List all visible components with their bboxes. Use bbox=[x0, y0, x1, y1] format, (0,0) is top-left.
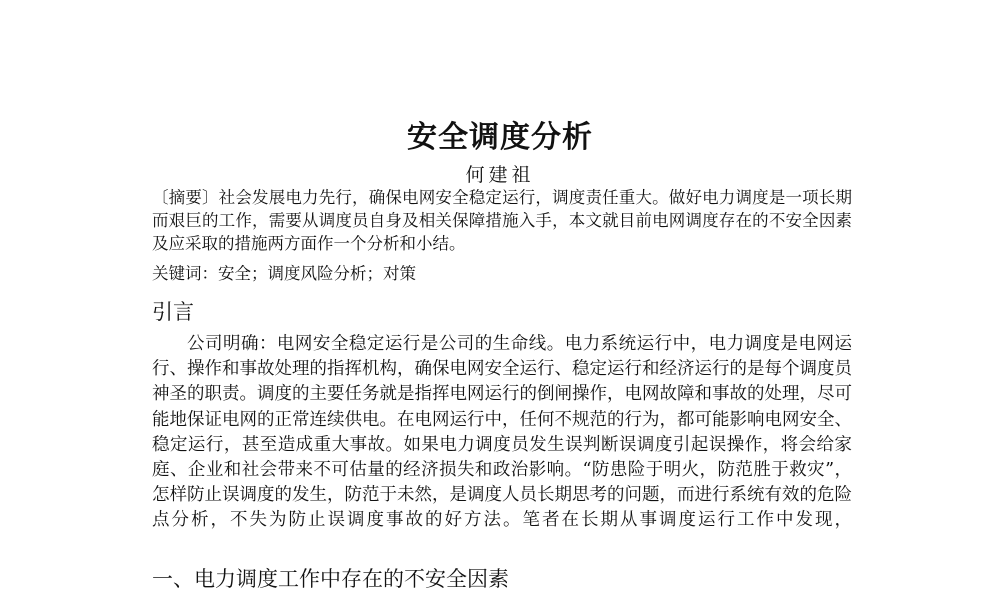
abstract-paragraph: 〔摘要〕社会发展电力先行，确保电网安全稳定运行，调度责任重大。做好电力调度是一项长期而艰巨的工作，需要从调度员自身及相关保障措施入手，本文就目前电网调度存在的不安全因素及应采取的措施两方面作一个分析和小结。 bbox=[152, 188, 852, 253]
section-heading-intro: 引言 bbox=[152, 300, 194, 324]
section-heading-1: 一、电力调度工作中存在的不安全因素 bbox=[152, 567, 509, 591]
keywords-line: 关键词：安全；调度风险分析；对策 bbox=[152, 264, 416, 283]
intro-paragraph: 公司明确：电网安全稳定运行是公司的生命线。电力系统运行中，电力调度是电网运行、操作和事故处理的指挥机构，确保电网安全运行、稳定运行和经济运行的是每个调度员神圣的职责。调度的主要任务就是指挥电网运行的倒闸操作，电网故障和事故的处理，尽可能地保证电网的正常连续供电。在电网运行中，任何不规范的行为，都可能影响电网安全、稳定运行，甚至造成重大事故。如果电力调度员发生误判断误调度引起误操作，将会给家庭、企业和社会带来不可估量的经济损失和政治影响。“防患险于明火，防范胜于救灾”，怎样防止误调度的发生，防范于未然，是调度人员长期思考的问题，而进行系统有效的危险点分析，不失为防止误调度事故的好方法。笔者在长期从事调度运行工作中发现， bbox=[152, 334, 852, 531]
author-name: 何建祖 bbox=[465, 164, 535, 186]
document-title: 安全调度分析 bbox=[407, 120, 593, 155]
